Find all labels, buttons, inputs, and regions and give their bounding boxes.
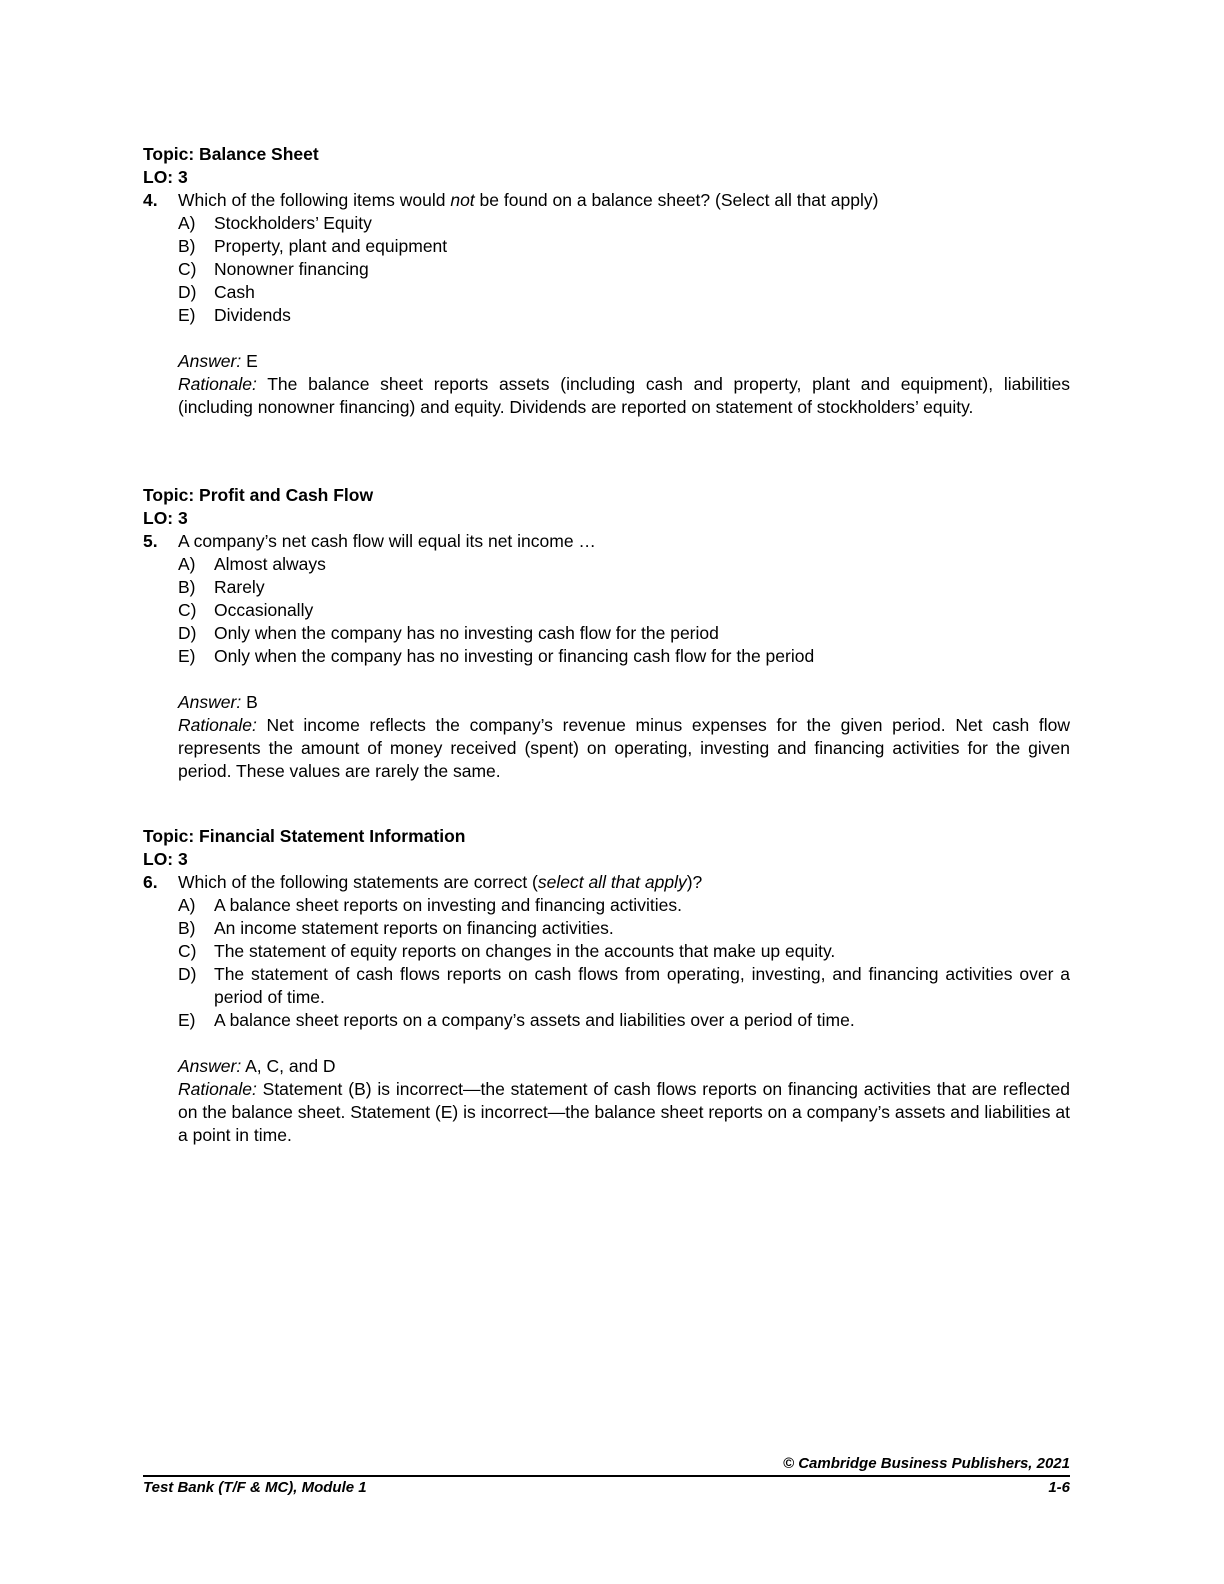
- rationale: [178, 714, 1070, 783]
- stem-text: Which of the following items would: [178, 190, 451, 210]
- rationale-text: Statement (B) is incorrect—the statement of cash flows reports on financing activities that are reflected on the balance sheet. Statement (E) is incorrect—the balance sheet reports on a company’s assets and liabilities at a point in time.: [178, 1079, 1070, 1145]
- option-letter: E): [178, 646, 196, 666]
- answer-label: Answer:: [178, 692, 242, 712]
- question-block-6: [143, 825, 1070, 1147]
- stem-emphasis: select all that apply: [537, 872, 687, 892]
- option-letter: D): [178, 964, 197, 984]
- topic-heading: Topic: Profit and Cash Flow: [143, 485, 374, 505]
- question-number: 6.: [143, 872, 158, 892]
- footer-rule: [143, 1475, 1070, 1477]
- option-text: Rarely: [214, 577, 265, 597]
- answer-area: [178, 691, 1070, 783]
- option-item: [178, 1009, 1070, 1032]
- rationale-text: The balance sheet reports assets (including cash and property, plant and equipment), liabilities (including nonowner financing) and equity. Dividends are reported on statement of stockholders’ equity.: [178, 374, 1070, 417]
- option-letter: E): [178, 305, 196, 325]
- option-list: [178, 212, 1070, 327]
- answer-line: [178, 691, 1070, 714]
- option-text: Almost always: [214, 554, 326, 574]
- answer-value: A, C, and D: [241, 1056, 336, 1076]
- page-footer: [143, 1455, 1070, 1497]
- question-number: 5.: [143, 531, 158, 551]
- option-letter: B): [178, 918, 196, 938]
- learning-objective: LO: 3: [143, 849, 188, 869]
- question-stem: [143, 530, 1070, 553]
- option-item: [178, 212, 1070, 235]
- page-number: 1-6: [1048, 1479, 1070, 1496]
- option-text: Only when the company has no investing or financing cash flow for the period: [214, 646, 815, 666]
- option-item: [178, 622, 1070, 645]
- option-text: Cash: [214, 282, 255, 302]
- answer-label: Answer:: [178, 1056, 242, 1076]
- option-list: [178, 553, 1070, 668]
- option-letter: B): [178, 577, 196, 597]
- option-item: [178, 281, 1070, 304]
- rationale-text: Net income reflects the company’s revenue minus expenses for the given period. Net cash flow represents the amount of money received (spent) on operating, investing and financing activities for the given period. These values are rarely the same.: [178, 715, 1070, 781]
- option-text: Only when the company has no investing cash flow for the period: [214, 623, 719, 643]
- copyright-notice: © Cambridge Business Publishers, 2021: [783, 1455, 1070, 1472]
- option-letter: A): [178, 554, 196, 574]
- option-text: The statement of cash flows reports on cash flows from operating, investing, and financing activities over a period of time.: [214, 964, 1070, 1007]
- option-item: [178, 894, 1070, 917]
- option-list: [178, 894, 1070, 1032]
- stem-text-end: )?: [686, 872, 703, 892]
- option-letter: A): [178, 895, 196, 915]
- option-item: [178, 553, 1070, 576]
- topic-heading: Topic: Balance Sheet: [143, 144, 319, 164]
- option-item: [178, 576, 1070, 599]
- option-letter: D): [178, 282, 197, 302]
- option-item: [178, 940, 1070, 963]
- option-text: Dividends: [214, 305, 291, 325]
- stem-text: Which of the following statements are correct (: [178, 872, 538, 892]
- option-item: [178, 599, 1070, 622]
- question-block-5: [143, 484, 1070, 783]
- footer-row: [143, 1479, 1070, 1497]
- option-letter: C): [178, 600, 197, 620]
- option-item: [178, 963, 1070, 1009]
- answer-area: [178, 1055, 1070, 1147]
- answer-label: Answer:: [178, 351, 242, 371]
- answer-value: E: [241, 351, 258, 371]
- option-item: [178, 235, 1070, 258]
- question-number: 4.: [143, 190, 158, 210]
- option-item: [178, 917, 1070, 940]
- stem-emphasis: not: [450, 190, 475, 210]
- rationale-label: Rationale:: [178, 374, 257, 394]
- question-stem: [143, 871, 1070, 894]
- question-stem: [143, 189, 1070, 212]
- option-text: Stockholders’ Equity: [214, 213, 372, 233]
- option-item: [178, 304, 1070, 327]
- option-item: [178, 258, 1070, 281]
- option-letter: E): [178, 1010, 196, 1030]
- option-text: Occasionally: [214, 600, 314, 620]
- option-text: Nonowner financing: [214, 259, 369, 279]
- option-letter: C): [178, 259, 197, 279]
- answer-area: [178, 350, 1070, 419]
- option-item: [178, 645, 1070, 668]
- option-letter: D): [178, 623, 197, 643]
- question-block-4: [143, 143, 1070, 419]
- learning-objective: LO: 3: [143, 508, 188, 528]
- option-text: Property, plant and equipment: [214, 236, 448, 256]
- option-text: A balance sheet reports on a company’s assets and liabilities over a period of time.: [214, 1010, 855, 1030]
- rationale: [178, 1078, 1070, 1147]
- option-text: A balance sheet reports on investing and financing activities.: [214, 895, 682, 915]
- answer-line: [178, 1055, 1070, 1078]
- topic-heading: Topic: Financial Statement Information: [143, 826, 466, 846]
- answer-line: [178, 350, 1070, 373]
- option-letter: A): [178, 213, 196, 233]
- option-text: The statement of equity reports on changes in the accounts that make up equity.: [214, 941, 836, 961]
- option-letter: B): [178, 236, 196, 256]
- option-letter: C): [178, 941, 197, 961]
- learning-objective: LO: 3: [143, 167, 188, 187]
- rationale-label: Rationale:: [178, 1079, 257, 1099]
- footer-source: Test Bank (T/F & MC), Module 1: [143, 1479, 367, 1496]
- stem-text-end: be found on a balance sheet? (Select all that apply): [474, 190, 879, 210]
- answer-value: B: [241, 692, 258, 712]
- rationale-label: Rationale:: [178, 715, 257, 735]
- option-text: An income statement reports on financing activities.: [214, 918, 614, 938]
- stem-text: A company’s net cash flow will equal its net income …: [178, 531, 596, 551]
- rationale: [178, 373, 1070, 419]
